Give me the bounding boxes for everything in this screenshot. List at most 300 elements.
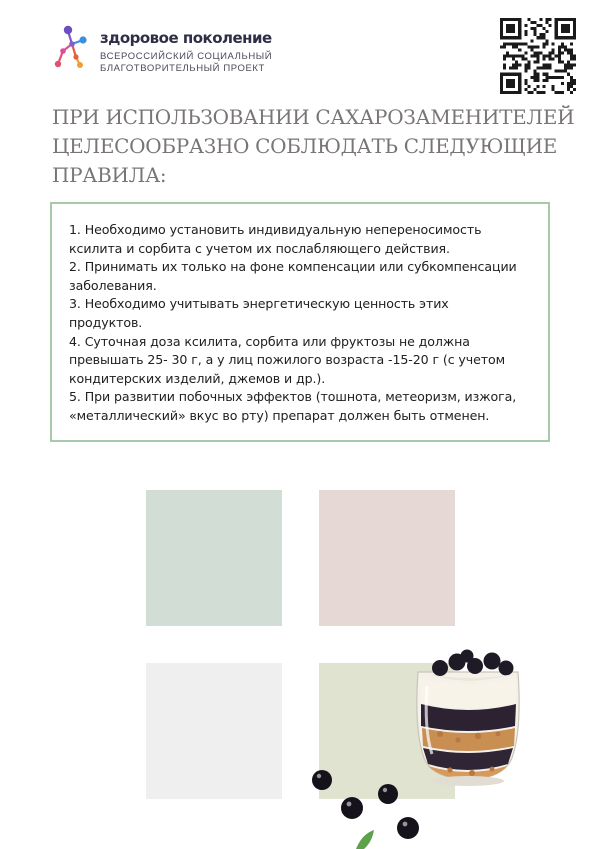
qr-module — [506, 73, 509, 76]
qr-module — [533, 30, 536, 33]
qr-module — [564, 18, 567, 21]
qr-module — [536, 79, 539, 82]
qr-module — [555, 18, 558, 21]
qr-module — [512, 24, 515, 27]
qr-module — [536, 91, 539, 94]
qr-module — [530, 76, 533, 79]
qr-module — [500, 33, 503, 36]
qr-module — [503, 45, 506, 48]
qr-module — [573, 82, 576, 85]
qr-module — [558, 70, 561, 73]
rule-line: продуктов. — [69, 314, 143, 330]
qr-module — [509, 18, 512, 21]
qr-module — [570, 18, 573, 21]
qr-module — [536, 54, 539, 57]
qr-module — [570, 48, 573, 51]
qr-module — [567, 67, 570, 70]
qr-module — [567, 30, 570, 33]
qr-module — [524, 82, 527, 85]
qr-module — [543, 27, 546, 30]
qr-module — [518, 24, 521, 27]
qr-module — [506, 18, 509, 21]
rule-line: 2. Принимать их только на фоне компенсации или субкомпенсации — [69, 259, 517, 275]
qr-module — [500, 27, 503, 30]
qr-module — [573, 27, 576, 30]
qr-module — [527, 91, 530, 94]
qr-module — [527, 85, 530, 88]
qr-module — [515, 91, 518, 94]
qr-module — [573, 58, 576, 61]
qr-module — [561, 91, 564, 94]
qr-module — [555, 76, 558, 79]
qr-module — [570, 82, 573, 85]
qr-module — [500, 85, 503, 88]
qr-module — [503, 67, 506, 70]
qr-module — [540, 67, 543, 70]
qr-module — [533, 45, 536, 48]
qr-module — [533, 54, 536, 57]
qr-module — [549, 51, 552, 54]
rule-line: 3. Необходимо учитывать энергетическую ценность этих — [69, 296, 449, 312]
qr-module — [543, 67, 546, 70]
qr-module — [518, 27, 521, 30]
qr-module — [564, 24, 567, 27]
qr-module — [530, 39, 533, 42]
qr-module — [564, 27, 567, 30]
qr-module — [524, 79, 527, 82]
qr-module — [573, 54, 576, 57]
qr-module — [527, 67, 530, 70]
qr-module — [549, 67, 552, 70]
qr-module — [573, 21, 576, 24]
qr-module — [543, 36, 546, 39]
qr-module — [503, 64, 506, 67]
qr-module — [558, 61, 561, 64]
qr-module — [540, 24, 543, 27]
qr-module — [533, 61, 536, 64]
qr-module — [546, 21, 549, 24]
qr-module — [533, 76, 536, 79]
qr-module — [564, 48, 567, 51]
qr-module — [524, 58, 527, 61]
qr-module — [543, 73, 546, 76]
qr-module — [555, 27, 558, 30]
qr-module — [564, 30, 567, 33]
qr-module — [506, 30, 509, 33]
qr-module — [546, 79, 549, 82]
qr-module — [524, 24, 527, 27]
qr-module — [518, 64, 521, 67]
currant-dessert-image — [300, 630, 540, 849]
qr-module — [515, 45, 518, 48]
qr-module — [570, 54, 573, 57]
qr-module — [509, 73, 512, 76]
qr-module — [503, 18, 506, 21]
qr-module — [500, 91, 503, 94]
qr-module — [512, 79, 515, 82]
qr-module — [558, 18, 561, 21]
qr-module — [567, 48, 570, 51]
qr-module — [524, 51, 527, 54]
qr-module — [543, 64, 546, 67]
qr-module — [536, 73, 539, 76]
qr-module — [509, 36, 512, 39]
qr-module — [546, 54, 549, 57]
qr-module — [540, 91, 543, 94]
qr-module — [558, 45, 561, 48]
qr-module — [500, 76, 503, 79]
qr-module — [543, 79, 546, 82]
qr-module — [518, 73, 521, 76]
qr-module — [533, 73, 536, 76]
qr-module — [564, 70, 567, 73]
qr-module — [515, 36, 518, 39]
qr-module — [518, 88, 521, 91]
qr-module — [512, 45, 515, 48]
qr-module — [515, 18, 518, 21]
qr-module — [500, 79, 503, 82]
qr-module — [500, 24, 503, 27]
qr-module — [536, 76, 539, 79]
qr-module — [552, 58, 555, 61]
qr-module — [564, 67, 567, 70]
qr-module — [518, 18, 521, 21]
qr-module — [567, 73, 570, 76]
qr-module — [536, 36, 539, 39]
qr-module — [524, 30, 527, 33]
qr-module — [515, 61, 518, 64]
qr-module — [570, 67, 573, 70]
qr-module — [527, 64, 530, 67]
qr-module — [536, 58, 539, 61]
qr-module — [512, 82, 515, 85]
qr-module — [558, 36, 561, 39]
qr-module — [509, 42, 512, 45]
qr-module — [546, 30, 549, 33]
qr-module — [500, 18, 503, 21]
rule-line: 1. Необходимо установить индивидуальную непереносимость — [69, 222, 482, 237]
qr-module — [573, 79, 576, 82]
qr-module — [533, 79, 536, 82]
qr-module — [573, 64, 576, 67]
qr-module — [573, 18, 576, 21]
color-tile-grey — [146, 663, 282, 799]
qr-module — [509, 24, 512, 27]
qr-module — [540, 33, 543, 36]
qr-module — [536, 67, 539, 70]
brand-subtitle — [100, 51, 273, 75]
qr-module — [570, 42, 573, 45]
qr-module — [515, 42, 518, 45]
qr-module — [564, 64, 567, 67]
qr-module — [512, 36, 515, 39]
qr-module — [509, 82, 512, 85]
qr-module — [570, 91, 573, 94]
qr-module — [506, 27, 509, 30]
qr-module — [549, 64, 552, 67]
rule-line: 4. Суточная доза ксилита, сорбита или фруктозы не должна — [69, 333, 470, 349]
molecule-logo-icon — [54, 24, 94, 70]
qr-module — [518, 82, 521, 85]
qr-module — [533, 70, 536, 73]
qr-module — [540, 18, 543, 21]
qr-module — [524, 64, 527, 67]
qr-module — [503, 58, 506, 61]
qr-module — [546, 42, 549, 45]
qr-module — [527, 45, 530, 48]
qr-module — [573, 33, 576, 36]
qr-module — [500, 21, 503, 24]
qr-module — [552, 76, 555, 79]
rule-line: заболевания. — [69, 277, 157, 293]
qr-module — [536, 61, 539, 64]
qr-module — [570, 36, 573, 39]
qr-module — [509, 85, 512, 88]
rule-line: кондитерских изделий, джемов и др.). — [69, 370, 326, 386]
qr-module — [536, 24, 539, 27]
qr-module — [518, 54, 521, 57]
rules-list — [69, 221, 540, 426]
qr-module — [530, 21, 533, 24]
title-line: ПРИ ИСПОЛЬЗОВАНИИ САХАРОЗАМЕНИТЕЛЕЙ — [52, 105, 575, 129]
color-tile-rose — [319, 490, 455, 626]
qr-module — [570, 51, 573, 54]
qr-module — [561, 76, 564, 79]
qr-module — [527, 18, 530, 21]
qr-module — [509, 79, 512, 82]
qr-module — [573, 36, 576, 39]
qr-module — [567, 36, 570, 39]
qr-module — [558, 48, 561, 51]
qr-module — [524, 88, 527, 91]
qr-module — [533, 33, 536, 36]
qr-module — [549, 58, 552, 61]
qr-module — [503, 91, 506, 94]
qr-module — [546, 76, 549, 79]
qr-module — [546, 18, 549, 21]
qr-module — [518, 91, 521, 94]
qr-module — [558, 91, 561, 94]
page-title — [52, 103, 575, 190]
qr-module — [570, 79, 573, 82]
qr-module — [561, 45, 564, 48]
qr-module — [546, 39, 549, 42]
qr-module — [561, 61, 564, 64]
qr-module — [512, 58, 515, 61]
qr-module — [500, 36, 503, 39]
rule-line: «металлический» вкус во рту) препарат должен быть отменен. — [69, 407, 490, 423]
qr-module — [518, 33, 521, 36]
qr-module — [518, 79, 521, 82]
qr-module — [552, 85, 555, 88]
qr-module — [527, 61, 530, 64]
qr-module — [506, 82, 509, 85]
qr-module — [518, 48, 521, 51]
qr-module — [500, 30, 503, 33]
qr-module — [540, 36, 543, 39]
qr-module — [524, 67, 527, 70]
qr-module — [533, 88, 536, 91]
qr-module — [543, 45, 546, 48]
qr-module — [512, 54, 515, 57]
rule-line: превышать 25- 30 г, а у лиц пожилого возраста -15-20 г (с учетом — [69, 352, 506, 368]
qr-module — [546, 64, 549, 67]
qr-module — [543, 91, 546, 94]
rule-item — [69, 388, 540, 425]
qr-module — [512, 18, 515, 21]
qr-module — [530, 54, 533, 57]
qr-module — [543, 33, 546, 36]
qr-module — [561, 82, 564, 85]
qr-module — [506, 42, 509, 45]
qr-module — [543, 42, 546, 45]
qr-module — [530, 48, 533, 51]
qr-module — [555, 91, 558, 94]
qr-module — [506, 79, 509, 82]
qr-module — [509, 27, 512, 30]
qr-module — [512, 27, 515, 30]
qr-module — [524, 33, 527, 36]
qr-module — [564, 36, 567, 39]
qr-module — [567, 85, 570, 88]
qr-module — [567, 61, 570, 64]
qr-module — [506, 85, 509, 88]
qr-module — [570, 85, 573, 88]
qr-module — [518, 76, 521, 79]
qr-module — [546, 67, 549, 70]
qr-module — [515, 73, 518, 76]
qr-module — [573, 88, 576, 91]
qr-module — [555, 21, 558, 24]
qr-module — [515, 54, 518, 57]
qr-module — [521, 58, 524, 61]
qr-module — [567, 51, 570, 54]
qr-module — [567, 27, 570, 30]
qr-module — [555, 30, 558, 33]
qr-module — [521, 42, 524, 45]
qr-module — [552, 48, 555, 51]
qr-module — [543, 54, 546, 57]
qr-module — [524, 42, 527, 45]
qr-module — [533, 27, 536, 30]
qr-module — [509, 30, 512, 33]
qr-module — [512, 30, 515, 33]
qr-module — [536, 45, 539, 48]
qr-module — [500, 73, 503, 76]
qr-module — [512, 42, 515, 45]
qr-module — [512, 91, 515, 94]
rule-item — [69, 221, 540, 258]
qr-module — [530, 45, 533, 48]
qr-module — [555, 54, 558, 57]
brand-subtitle-line: ВСЕРОССИЙСКИЙ СОЦИАЛЬНЫЙ — [100, 51, 273, 62]
qr-module — [512, 67, 515, 70]
qr-module — [536, 85, 539, 88]
rule-item — [69, 258, 540, 295]
qr-module — [524, 70, 527, 73]
qr-module — [549, 54, 552, 57]
qr-module — [518, 30, 521, 33]
qr-module — [558, 51, 561, 54]
qr-module — [500, 45, 503, 48]
title-line: ПРАВИЛА: — [52, 163, 167, 187]
qr-code-icon[interactable] — [500, 18, 576, 94]
qr-module — [503, 36, 506, 39]
qr-module — [573, 30, 576, 33]
qr-module — [555, 70, 558, 73]
qr-module — [515, 64, 518, 67]
qr-module — [570, 64, 573, 67]
qr-module — [552, 51, 555, 54]
qr-module — [567, 24, 570, 27]
qr-module — [518, 36, 521, 39]
qr-module — [518, 42, 521, 45]
qr-module — [543, 85, 546, 88]
qr-module — [567, 18, 570, 21]
qr-module — [558, 58, 561, 61]
brand-name: здоровое поколение — [100, 29, 272, 47]
qr-module — [533, 21, 536, 24]
rule-line: ксилита и сорбита с учетом их послабляющего действия. — [69, 240, 450, 256]
qr-module — [564, 45, 567, 48]
qr-module — [561, 30, 564, 33]
qr-module — [518, 21, 521, 24]
qr-module — [561, 24, 564, 27]
qr-module — [540, 51, 543, 54]
qr-module — [509, 67, 512, 70]
qr-module — [512, 64, 515, 67]
color-tile-sage — [146, 490, 282, 626]
qr-module — [573, 24, 576, 27]
qr-module — [555, 36, 558, 39]
qr-module — [561, 51, 564, 54]
rule-item — [69, 295, 540, 332]
title-line: ЦЕЛЕСООБРАЗНО СОБЛЮДАТЬ СЛЕДУЮЩИЕ — [52, 134, 558, 158]
qr-module — [567, 82, 570, 85]
qr-module — [561, 36, 564, 39]
qr-module — [503, 42, 506, 45]
qr-module — [530, 91, 533, 94]
qr-module — [533, 51, 536, 54]
qr-module — [518, 85, 521, 88]
qr-module — [549, 76, 552, 79]
qr-module — [506, 54, 509, 57]
qr-module — [561, 27, 564, 30]
qr-module — [512, 73, 515, 76]
qr-module — [561, 18, 564, 21]
qr-module — [543, 58, 546, 61]
qr-module — [558, 76, 561, 79]
qr-module — [567, 64, 570, 67]
qr-module — [555, 33, 558, 36]
qr-module — [500, 88, 503, 91]
qr-module — [506, 36, 509, 39]
qr-module — [515, 67, 518, 70]
qr-module — [558, 54, 561, 57]
qr-module — [570, 58, 573, 61]
qr-module — [567, 88, 570, 91]
qr-module — [506, 24, 509, 27]
qr-module — [549, 18, 552, 21]
brand-subtitle-line: БЛАГОТВОРИТЕЛЬНЫЙ ПРОЕКТ — [100, 63, 265, 74]
qr-module — [506, 91, 509, 94]
qr-module — [570, 76, 573, 79]
qr-module — [536, 51, 539, 54]
qr-module — [500, 82, 503, 85]
qr-module — [555, 24, 558, 27]
brand-logo — [54, 24, 273, 74]
qr-module — [506, 51, 509, 54]
